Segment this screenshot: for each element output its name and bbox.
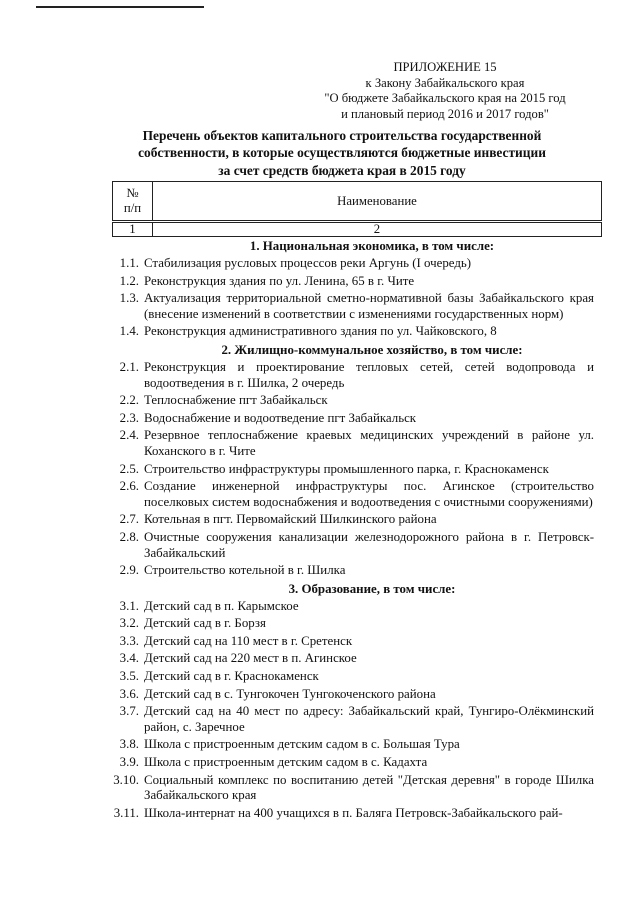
item-text: Детский сад на 220 мест в п. Агинское [144,651,357,666]
item-number: 2.5. [119,461,139,476]
item-number: 2.9. [119,563,139,578]
col-name-index: 2 [153,222,602,237]
list-item [112,806,602,822]
item-text: Очистные сооружения канализации железнодорожного района в г. Петровск-Забайкальский [144,529,594,560]
col-name-header: Наименование [153,182,602,222]
section-title: 2. Жилищно-коммунальное хозяйство, в том числе: [221,342,523,357]
item-text: Реконструкция и проектирование тепловых сетей, сетей водопровода и водоотведения в г. Шилка, 2 очередь [144,359,594,390]
list-item [112,704,602,735]
item-text: Реконструкция административного здания по ул. Чайковского, 8 [144,324,497,339]
list-item [112,274,602,290]
section [112,342,602,579]
item-text: Создание инженерной инфраструктуры пос. Агинское (строительство поселковых систем водоснабжения и водоотведения с очистными сооружениями) [144,479,594,509]
section-title: 3. Образование, в том числе: [288,581,456,596]
section [112,581,602,822]
item-number: 2.3. [119,410,139,425]
list-item [112,411,602,427]
item-number: 1.2. [119,273,139,288]
item-text: Актуализация территориальной сметно-нормативной базы Забайкальского края (внесение изменений в соответствии с изменениями государственных норм) [144,291,594,321]
item-number: 2.4. [119,428,139,443]
item-text: Детский сад в г. Борзя [144,616,266,631]
appendix-law-title-2: и плановый период 2016 и 2017 годов" [341,106,549,121]
item-number: 3.2. [119,616,139,631]
list-item [112,737,602,753]
item-number: 3.4. [119,651,139,666]
list-item [112,530,602,561]
title-line-1: Перечень объектов капитального строительства государственной [142,128,542,143]
item-number: 3.7. [119,704,139,719]
top-rule [36,6,204,8]
list-item [112,291,602,322]
list-item [112,669,602,685]
item-text: Детский сад в с. Тунгокочен Тунгокоченского района [144,686,436,701]
list-item [112,634,602,650]
item-number: 3.11. [113,805,139,820]
item-text: Детский сад в п. Карымское [144,598,299,613]
appendix-law-ref: к Закону Забайкальского края [365,75,525,90]
item-text: Водоснабжение и водоотведение пгт Забайкальск [144,410,417,425]
item-text: Школа с пристроенным детским садом в с. Большая Тура [144,737,460,752]
item-text: Детский сад на 40 мест по адресу: Забайкальский край, Тунгиро-Олёкминский район, с. Заречное [144,704,594,734]
item-number: 2.7. [119,512,139,527]
title-line-2: собственности, в которые осуществляются бюджетные инвестиции [138,145,546,161]
title-line-3: за счет средств бюджета края в 2015 году [218,162,466,178]
list-item [112,512,602,528]
list-item [112,462,602,478]
item-text: Детский сад на 110 мест в г. Сретенск [144,633,353,648]
item-number: 3.1. [119,598,139,613]
item-number: 2.1. [119,359,139,374]
item-text: Стабилизация русловых процессов реки Аргунь (I очередь) [144,256,472,270]
list-item [112,616,602,632]
column-header-table [112,181,602,237]
item-number: 3.8. [119,737,139,752]
list-item [112,563,602,579]
item-text: Резервное теплоснабжение краевых медицинских учреждений в районе ул. Коханского в г. Чите [144,428,594,458]
object-list [112,238,602,823]
list-item [112,687,602,703]
item-text: Детский сад в г. Краснокаменск [144,669,319,684]
item-number: 3.3. [119,633,139,648]
item-number: 2.8. [119,529,139,544]
item-number: 2.2. [119,393,139,408]
appendix-law-title-1: "О бюджете Забайкальского края на 2015 год [324,91,566,106]
list-item [112,651,602,667]
list-item [112,393,602,409]
item-number: 1.1. [119,256,139,270]
document-title [112,127,572,179]
item-text: Школа с пристроенным детским садом в с. Кадахта [144,755,428,770]
item-text: Теплоснабжение пгт Забайкальск [144,393,328,408]
list-item [112,428,602,459]
item-text: Котельная в пгт. Первомайский Шилкинского района [144,512,437,527]
appendix-header [300,60,590,122]
item-number: 2.6. [119,479,139,494]
list-item [112,773,602,804]
col-number-index: 1 [113,222,153,237]
list-item [112,324,602,340]
list-item [112,599,602,615]
item-text: Школа-интернат на 400 учащихся в п. Баляга Петровск-Забайкальского рай- [144,805,563,820]
col-number-header: № п/п [113,182,153,222]
item-text: Строительство инфраструктуры промышленного парка, г. Краснокаменск [144,461,549,476]
item-text: Строительство котельной в г. Шилка [144,563,346,578]
list-item [112,256,602,272]
section-title: 1. Национальная экономика, в том числе: [249,239,495,253]
item-number: 1.4. [119,324,139,339]
section [112,238,602,340]
item-number: 3.5. [119,669,139,684]
item-number: 1.3. [119,291,139,306]
list-item [112,755,602,771]
item-text: Реконструкция здания по ул. Ленина, 65 в г. Чите [144,273,415,288]
list-item [112,360,602,391]
item-number: 3.6. [119,686,139,701]
appendix-number: ПРИЛОЖЕНИЕ 15 [393,60,497,74]
item-number: 3.10. [113,772,139,787]
list-item [112,479,602,510]
item-text: Социальный комплекс по воспитанию детей "Детская деревня" в городе Шилка Забайкальского края [144,772,594,803]
item-number: 3.9. [119,755,139,770]
